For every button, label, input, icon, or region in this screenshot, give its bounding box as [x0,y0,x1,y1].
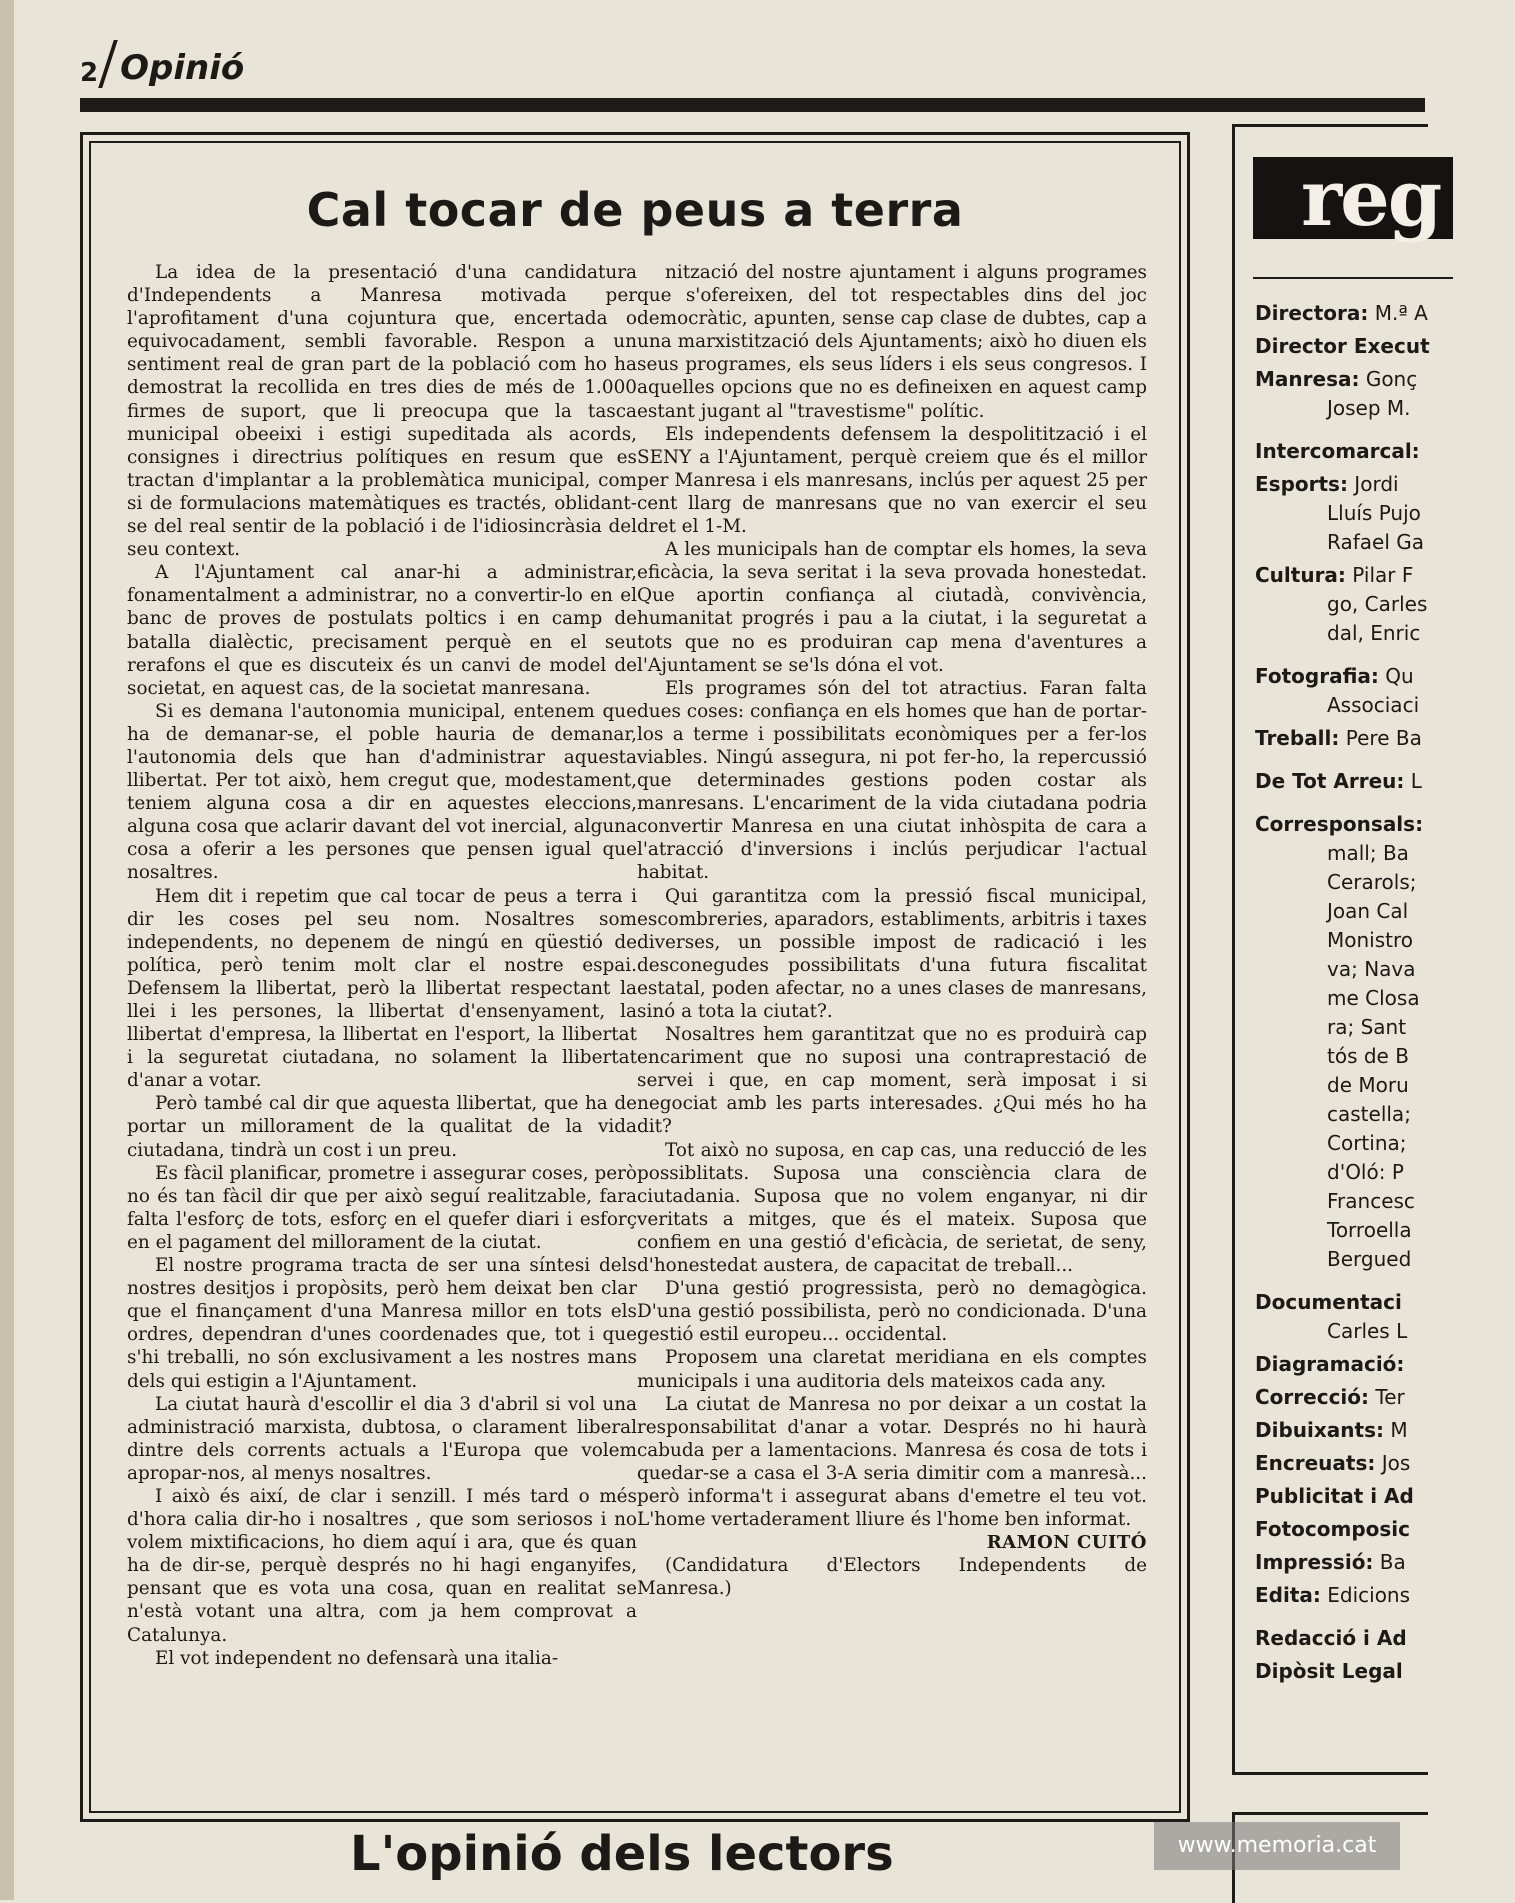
credit-continuation: dal, Enric [1327,621,1421,645]
credit-entry [1255,365,1515,423]
credit-label: Esports: [1255,472,1348,496]
header-rule [80,98,1425,112]
masthead-logo [1253,153,1453,244]
credit-continuation: Associaci [1327,693,1420,717]
header-slash [98,40,118,88]
article-paragraph: Si es demana l'autonomia municipal, entenem que ha de demanar-se, el poble hauria de demanar, l'autonomia dels que han d'administrar aquesta llibertat. Per tot això, hem cregut que, modestament, teniem alguna cosa a dir en aquestes eleccions, alguna cosa que aclarir davant del vot inercial, alguna cosa a oferir a les persones que pensen igual que nosaltres. [127,700,637,884]
article-paragraph: El nostre programa tracta de ser una síntesi dels nostres desitjos i propòsits, però hem deixat ben clar que el finançament d'una Manresa millor en tots els ordres, dependran d'unes coordenades que, tot i que s'hi treballi, no són exclusivament a les nostres mans dels qui estigin a l'Ajuntament. [127,1255,637,1392]
article-paragraph: Qui garantitza com la pressió fiscal municipal, escombreries, aparadors, establiments, arbitris i taxes diverses, un possible impost de radicació i les desconegudes possibilitats d'una futura fiscalitat estatal, poden afectar, no a unes clases de manresans, sinó a tota la ciutat?. [637,885,1147,1022]
credit-label: Director Execut [1255,334,1430,358]
credit-value: Gonç [1359,367,1418,391]
article-title: Cal tocar de peus a terra [306,183,964,237]
column-paragraphs [637,261,1147,1531]
watermark: www.memoria.cat [1154,1822,1400,1870]
credit-label: Encreuats: [1255,1451,1376,1475]
credit-label: Fotocomposic [1255,1517,1410,1541]
credit-continuation: Cerarols; [1327,870,1417,894]
credit-label: Directora: [1255,301,1369,325]
masthead-rule [1253,277,1453,279]
credit-entry [1255,1548,1515,1577]
credit-label: Treball: [1255,726,1340,750]
credit-continuation: va; Nava [1327,957,1416,981]
credit-label: Correcció: [1255,1385,1370,1409]
section-heading-readers-opinion: L'opinió dels lectors [350,1826,894,1882]
credit-label: De Tot Arreu: [1255,769,1405,793]
article-box [80,132,1190,1822]
credit-label: Edita: [1255,1583,1321,1607]
credit-entry [1255,1482,1515,1511]
credit-value: Qu [1378,664,1414,688]
credit-entry [1255,1383,1515,1412]
credit-entry [1255,1624,1515,1653]
credit-entry [1255,332,1515,361]
article-paragraph: A l'Ajuntament cal anar-hi a administrar, fonamentalment a administrar, no a convertir-lo en el banc de proves de postulats poltics i en camp de batalla dialèctic, precisament perquè en el seu rerafons el que es discuteix és un canvi de model de societat, en aquest cas, de la societat manresana. [127,562,637,699]
credit-label: Manresa: [1255,367,1360,391]
credit-entry [1255,1288,1515,1346]
credit-continuation: Cortina; [1327,1131,1407,1155]
credit-value: Ba [1373,1550,1406,1574]
author-signature: RAMON CUITÓ [986,1532,1147,1554]
article-paragraph: Però també cal dir que aquesta llibertat, que ha de portar un millorament de la qualitat de la vida ciutadana, tindrà un cost i un preu. [127,1093,637,1161]
credit-continuation: mall; Ba [1327,841,1409,865]
credit-continuation: Lluís Pujo [1327,501,1421,525]
credit-label: Dibuixants: [1255,1418,1384,1442]
credit-continuation: ra; Sant [1327,1015,1407,1039]
credit-value: Ter [1369,1385,1405,1409]
article-paragraph: I això és així, de clar i senzill. I més tard o més d'hora calia dir-ho i nosaltres , que som seriosos i no volem mixtificacions, ho diem aquí i ara, que és quan ha de dir-se, perquè després no hi hagi enganyifes, pensant que es vota una cosa, quan en realitat se n'està votant una altra, com ja hem comprovat a Catalunya. [127,1485,637,1646]
credit-entry [1255,810,1515,1274]
credit-entry [1255,470,1515,557]
credit-value: Jos [1375,1451,1411,1475]
credit-entry [1255,299,1515,328]
article-column-right [637,261,1147,1787]
credit-entry [1255,1449,1515,1478]
credit-entry [1255,1515,1515,1544]
staff-credits-list [1255,299,1515,1690]
credit-entry [1255,1416,1515,1445]
credit-entry [1255,1581,1515,1610]
credit-value: Pilar F [1345,563,1414,587]
credit-continuation: tós de B [1327,1044,1409,1068]
credit-continuation: Carles L [1327,1319,1408,1343]
credit-continuation: Josep M. [1327,396,1411,420]
page-header [80,40,244,88]
credit-continuation: Bergued [1327,1247,1412,1271]
credit-entry [1255,437,1515,466]
credit-label: Redacció i Ad [1255,1626,1407,1650]
credit-entry [1255,561,1515,648]
credit-value: M [1383,1418,1408,1442]
article-paragraph: La ciutat haurà d'escollir el dia 3 d'abril si vol una administració marxista, dubtosa, o clarament liberal dintre dels corrents actuals a l'Europa que volem apropar-nos, al menys nosaltres. [127,1393,637,1484]
article-paragraph: Els programes són del tot atractius. Faran falta dues coses: confiança en els homes que han de portar-los a terme i possibilitats econòmiques per a fer-los viables. Ningú assegura, ni pot fer-ho, la repercussió que determinades gestions poden costar als manresans. L'encariment de la vida ciutadana podria convertir Manresa en una ciutat inhòspita de cara a l'atracció d'inversions i inclús perjudicar l'actual habitat. [637,677,1147,884]
credit-entry [1255,662,1515,720]
credit-value: L [1404,769,1422,793]
article-paragraph: La idea de la presentació d'una candidatura d'Independents a Manresa motivada per l'aprofitament d'una cojuntura que, encertada o equivocadament, sembli favorable. Respon a un sentiment real de gran part de la població com ho ha demostrat la recollida en tres dies de més de 1.000 firmes de suport, que li preocupa que la tasca municipal obeeixi i estigi supeditada als acords, consignes i directrius polítiques en resum que es tractan d'implantar a la problemàtica municipal, com si de formulacions matemàtiques es tractés, oblidant-se del real sentir de la població i de l'idiosincràsia del seu context. [127,262,637,561]
credit-value: Edicions [1320,1583,1411,1607]
article-inner-frame [89,141,1181,1813]
article-column-left [127,261,637,1787]
credit-continuation: Torroella [1327,1218,1412,1242]
credit-entry [1255,1350,1515,1379]
article-columns [127,261,1147,1787]
article-paragraph: Els independents defensem la despolitització i el SENY a l'Ajuntament, perquè creiem que és el millor per Manresa i els manresans, inclús per aquest 25 per cent llarg de manresans que no van exercir el seu dret el 1-M. [637,423,1147,538]
paper-edge [0,0,14,1900]
credit-continuation: go, Carles [1327,592,1428,616]
credit-continuation: de Moru [1327,1073,1409,1097]
credit-continuation: Joan Cal [1327,899,1409,923]
article-paragraph: Tot això no suposa, en cap cas, una reducció de les possiblitats. Suposa una consciència clara de ciutadania. Suposa que no volem enganyar, ni dir veritats a mitges, que és el mateix. Suposa que confiem en una gestió d'eficàcia, de serietat, de seny, d'honestedat austera, de capacitat de treball... [637,1139,1147,1277]
article-paragraph: D'una gestió progressista, però no demagògica. D'una gestió possibilista, però no condicionada. D'una gestió estil europeu... occidental. [637,1278,1147,1346]
credit-value: Jordi [1347,472,1399,496]
credit-label: Impressió: [1255,1550,1374,1574]
article-paragraph: Es fàcil planificar, prometre i assegurar coses, però no és tan fàcil dir que per això seguí realitzable, fara falta l'esforç de tots, esforç en el quefer diari i esforç en el pagament del millorament de la ciutat. [127,1162,637,1253]
article-paragraph: Nosaltres hem garantitzat que no es produirà cap encariment que no suposi una contraprestació de servei i que, en cap moment, serà imposat i si negociat amb les parts interesades. ¿Qui més ho ha dit? [637,1024,1147,1138]
article-paragraph: Proposem una claretat meridiana en els comptes municipals i una auditoria dels mateixos cada any. [637,1347,1147,1392]
credit-label: Corresponsals: [1255,812,1424,836]
credit-entry [1255,767,1515,796]
credit-continuation: d'Oló: P [1327,1160,1404,1184]
credit-entry [1255,724,1515,753]
credit-label: Documentaci [1255,1290,1402,1314]
masthead-text: reg [1301,153,1441,244]
article-paragraph: nització del nostre ajuntament i alguns programes que s'ofereixen, del tot respectables dins del joc democràtic, apunten, sense cap clase de dubtes, cap a una marxistització dels Ajuntaments; això ho diuen els seus programes, els seus líders i els seus congresos. I aquelles opcions que no es defineixen en aquest camp estant jugant al "travestisme" polític. [637,262,1147,422]
credit-continuation: castella; [1327,1102,1411,1126]
credit-label: Intercomarcal: [1255,439,1420,463]
credit-value: M.ª A [1368,301,1428,325]
credit-value: Pere Ba [1339,726,1422,750]
credit-continuation: Rafael Ga [1327,530,1424,554]
page-number: 2 [80,58,99,88]
credit-continuation: me Closa [1327,986,1420,1010]
credit-entry [1255,1657,1515,1686]
credit-label: Cultura: [1255,563,1346,587]
article-paragraph: La ciutat de Manresa no por deixar a un costat la responsabilitat d'anar a votar. Després no hi haurà cabuda per a lamentacions. Manresa és cosa de tots i quedar-se a casa el 3-A seria dimitir com a manresà... però informa't i assegurat abans d'emetre el teu vot. L'home vertaderament lliure és l'home ben informat. [637,1393,1147,1531]
article-paragraph: El vot independent no defensarà una italia- [155,1647,559,1669]
section-name: Opinió [120,48,245,88]
credit-label: Dipòsit Legal [1255,1659,1403,1683]
credit-continuation: Francesc [1327,1189,1415,1213]
article-paragraph: Hem dit i repetim que cal tocar de peus a terra i dir les coses pel seu nom. Nosaltres som independents, no depenem de ningú en qüestió de política, però tenim molt clar el nostre espai. Defensem la llibertat, però la llibertat respectant la llei i les persones, la llibertat d'ensenyament, la llibertat d'empresa, la llibertat en l'esport, la llibertat i la seguretat ciutadana, no solament la llibertat d'anar a votar. [127,885,637,1092]
credit-label: Fotografia: [1255,664,1379,688]
credits-sidebar [1232,124,1441,1775]
credit-label: Publicitat i Ad [1255,1484,1414,1508]
author-affiliation: (Candidatura d'Electors Independents de Manresa.) [637,1555,1147,1600]
credit-continuation: Monistro [1327,928,1414,952]
credit-label: Diagramació: [1255,1352,1405,1376]
article-paragraph: A les municipals han de comptar els homes, la seva eficàcia, la seva seritat i la seva provada honestedat. Que aportin confiança al ciutadà, convivència, humanitat progrés i pau a la ciutat, i la seguretat a tots que no es produiran cap mena d'aventures a l'Ajuntament se se'ls dóna el vot. [637,539,1147,676]
